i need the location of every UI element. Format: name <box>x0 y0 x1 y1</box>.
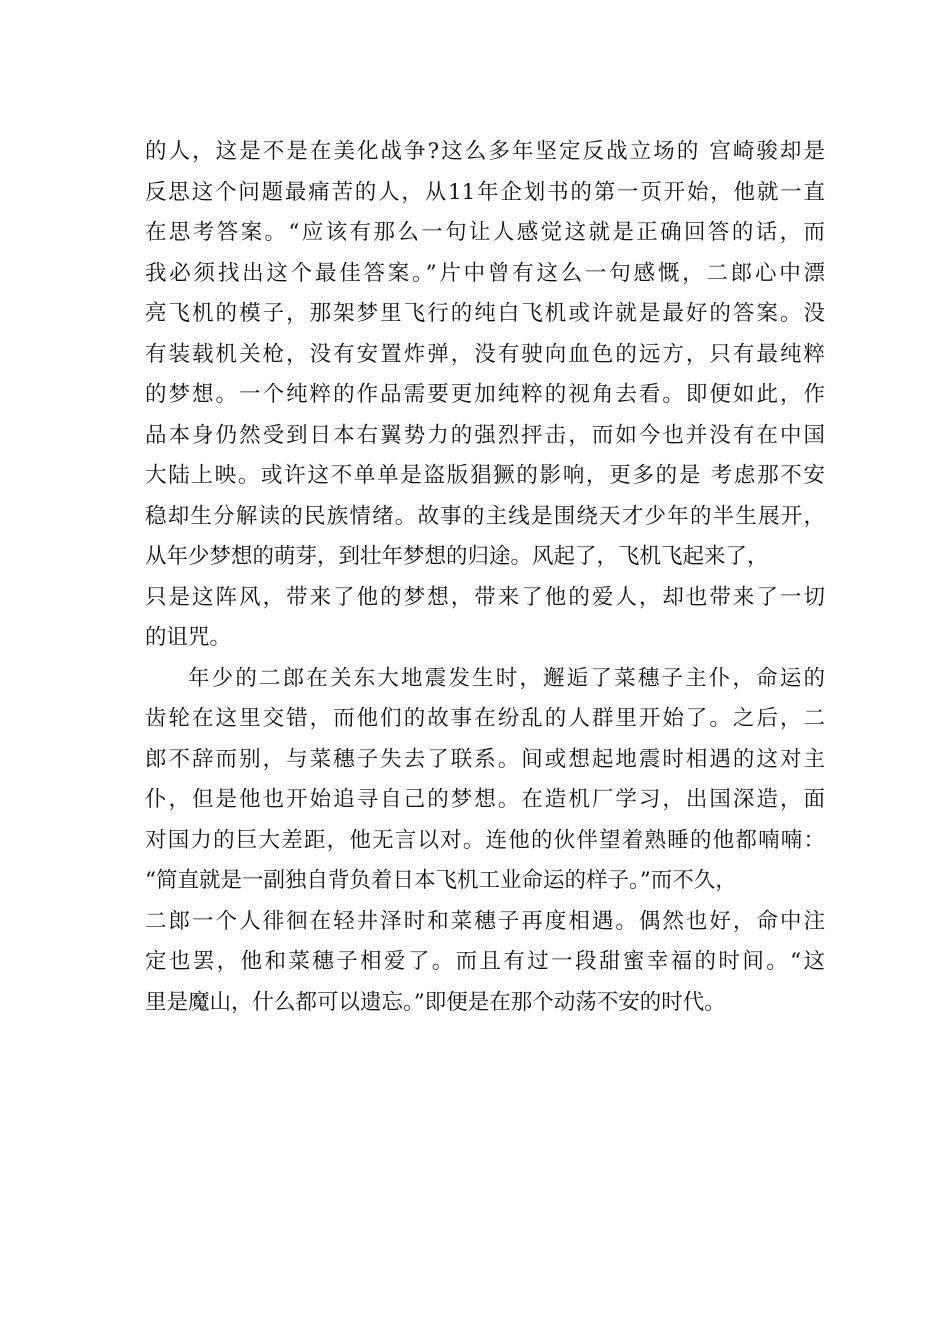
text-line: 稳却生分解读的民族情绪。故事的主线是围绕天才少年的半生展开， <box>145 503 825 529</box>
text-line: 品本身仍然受到日本右翼势力的强烈抨击，而如今也并没有在中国 <box>145 422 825 448</box>
text-line: 大陆上映。或许这不单单是盗版猖獗的影响，更多的是 考虑那不安 <box>145 463 825 488</box>
text-line: 反思这个问题最痛苦的人，从11年企划书的第一页开始，他就一直 <box>145 179 825 205</box>
text-line: 仆，但是他也开始追寻自己的梦想。在造机厂学习，出国深造，面 <box>145 787 825 812</box>
text-line: 定也罢，他和菜穗子相爱了。而且有过一段甜蜜幸福的时间。“这 <box>145 949 825 974</box>
text-line: “简直就是一副独自背负着日本飞机工业命运的样子。”而不久， <box>145 868 737 893</box>
text-line: 从年少梦想的萌芽，到壮年梦想的归途。风起了，飞机飞起来了， <box>145 544 769 569</box>
text-line: 二郎一个人徘徊在轻井泽时和菜穗子再度相遇。偶然也好，命中注 <box>145 908 825 934</box>
text-line: 年少的二郎在关东大地震发生时，邂逅了菜穗子主仆，命运的 <box>188 665 825 691</box>
paragraph-2 <box>145 659 825 1024</box>
text-line: 的诅咒。 <box>145 625 232 650</box>
text-line: 在思考答案。“应该有那么一句让人感觉这就是正确回答的话，而 <box>145 220 825 245</box>
article-body <box>145 132 825 1023</box>
text-line: 只是这阵风，带来了他的梦想，带来了他的爱人，却也带来了一切 <box>145 584 825 610</box>
text-line: 对国力的巨大差距，他无言以对。连他的伙伴望着熟睡的他都喃喃： <box>145 827 825 853</box>
text-line: 里是魔山，什么都可以遗忘。”即便是在那个动荡不安的时代。 <box>145 989 726 1015</box>
text-line: 的人，这是不是在美化战争?这么多年坚定反战立场的 宫崎骏却是 <box>145 139 825 164</box>
text-line: 有装载机关枪，没有安置炸弹，没有驶向血色的远方，只有最纯粹 <box>145 341 825 367</box>
paragraph-1 <box>145 132 825 659</box>
text-line: 郎不辞而别，与菜穗子失去了联系。间或想起地震时相遇的这对主 <box>145 746 825 772</box>
text-line: 亮飞机的模子，那架梦里飞行的纯白飞机或许就是最好的答案。没 <box>145 301 825 326</box>
text-line: 齿轮在这里交错，而他们的故事在纷乱的人群里开始了。之后，二 <box>145 706 825 731</box>
text-line: 我必须找出这个最佳答案。”片中曾有这么一句感慨，二郎心中漂 <box>145 260 825 286</box>
text-line: 的梦想。一个纯粹的作品需要更加纯粹的视角去看。即便如此，作 <box>145 382 825 407</box>
